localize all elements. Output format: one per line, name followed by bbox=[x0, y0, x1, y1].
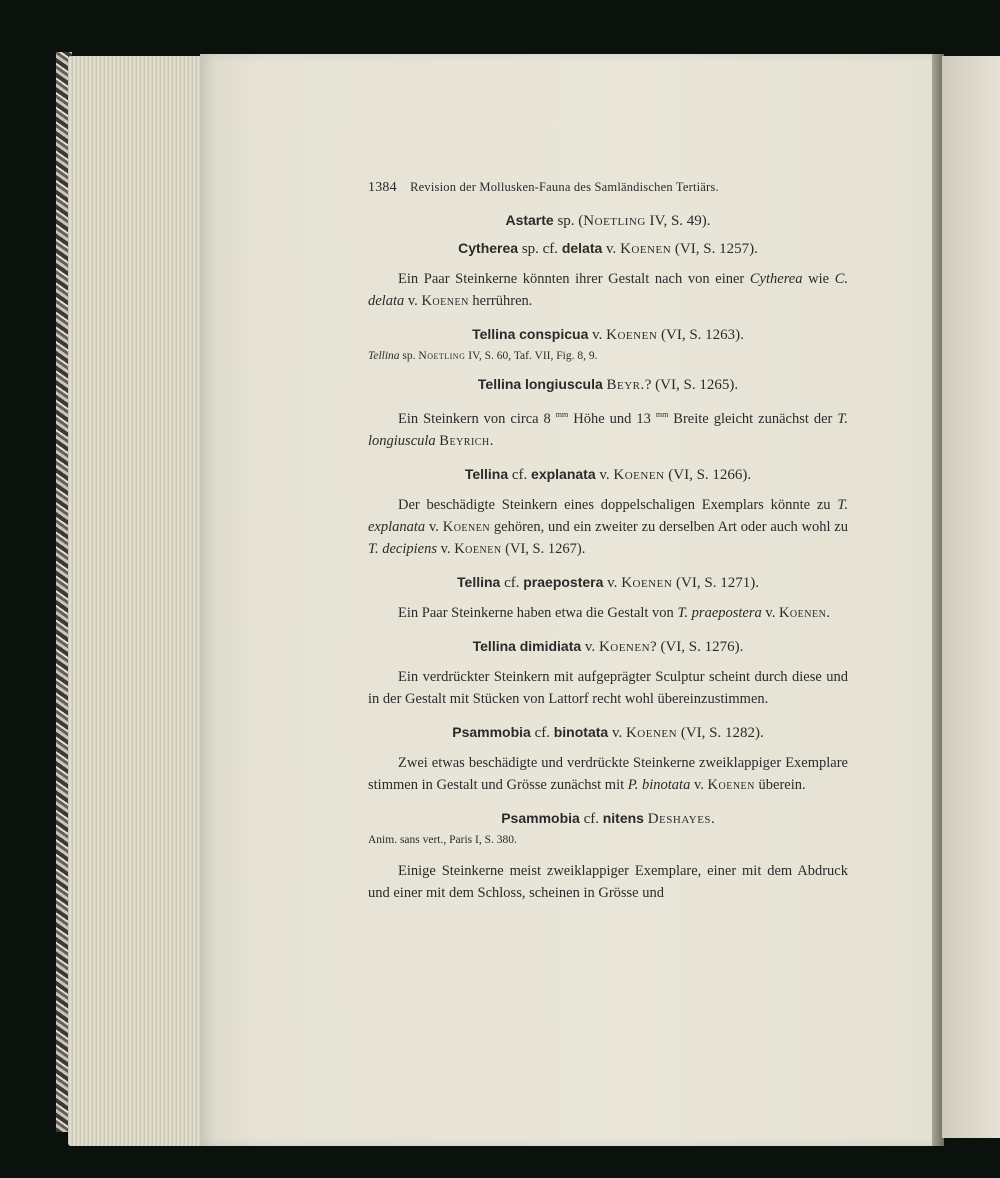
species-heading: Tellina dimidiata v. Koenen? (VI, S. 1276). bbox=[472, 637, 744, 655]
species-heading: Psammobia cf. nitens Deshayes. bbox=[501, 809, 715, 827]
species-description: Ein Steinkern von circa 8 $^{mm}$ Höhe und 13 $^{mm}$ Breite gleicht zunächst der T. longiuscula Beyrich. bbox=[368, 410, 848, 449]
species-heading: Cytherea sp. cf. delata v. Koenen (VI, S. 1257). bbox=[458, 240, 758, 257]
synonymy-citation: Anim. sans vert., Paris I, S. 380. bbox=[368, 833, 517, 846]
species-heading: Psammobia cf. binotata v. Koenen (VI, S. 1282). bbox=[452, 723, 764, 741]
species-description: Ein Paar Steinkerne haben etwa die Gestalt von T. praepostera v. Koenen. bbox=[398, 604, 830, 621]
species-heading: Tellina cf. explanata v. Koenen (VI, S. 1266). bbox=[464, 465, 752, 483]
synonymy-citation: Tellina sp. Noetling IV, S. 60, Taf. VII, Fig. 8, 9. bbox=[368, 350, 598, 362]
page-number: 1384 bbox=[368, 180, 397, 195]
species-description: Ein Paar Steinkerne könnten ihrer Gestalt nach von einer Cytherea wie C. delata v. Koenen herrühren. bbox=[368, 271, 848, 309]
running-title: Revision der Mollusken-Fauna des Samländischen Tertiärs. bbox=[410, 180, 719, 194]
species-description: Einige Steinkerne meist zweiklappiger Exemplare, einer mit dem Abdruck und einer mit dem Schloss, scheinen in Grösse und bbox=[368, 862, 848, 901]
species-description: Der beschädigte Steinkern eines doppelschaligen Exemplars könnte zu T. explanata v. Koenen gehören, und ein zweiter zu derselben Art oder auch wohl zu T. decipiens v. Koenen (VI, S. 1267). bbox=[368, 496, 848, 557]
page-edges bbox=[68, 56, 218, 1146]
species-heading: Astarte sp. (Noetling IV, S. 49). bbox=[505, 212, 711, 229]
species-heading: Tellina conspicua v. Koenen (VI, S. 1263). bbox=[472, 326, 744, 343]
page-content bbox=[368, 180, 848, 918]
species-heading: Tellina cf. praepostera v. Koenen (VI, S. 1271). bbox=[457, 573, 759, 591]
species-heading: Tellina longiuscula Beyr.? (VI, S. 1265). bbox=[477, 376, 739, 393]
species-description: Zwei etwas beschädigte und verdrückte Steinkerne zweiklappiger Exemplare stimmen in Gestalt und Grösse zunächst mit P. binotata v. Koenen überein. bbox=[368, 754, 848, 793]
facing-page-edge bbox=[942, 56, 1000, 1138]
running-head bbox=[368, 180, 848, 196]
species-description: Ein verdrückter Steinkern mit aufgeprägter Sculptur scheint durch diese und in der Gestalt mit Stücken von Lattorf recht wohl übereinzustimmen. bbox=[368, 668, 848, 707]
